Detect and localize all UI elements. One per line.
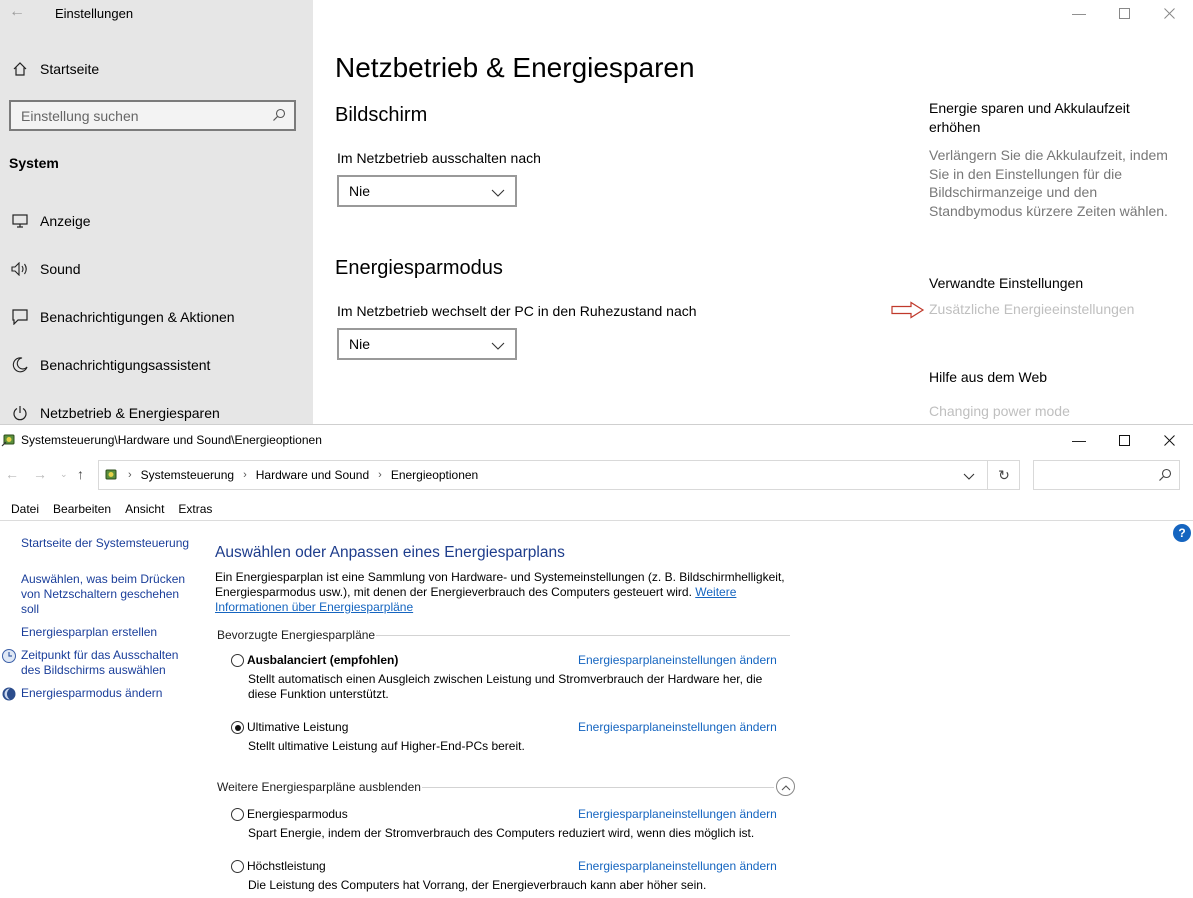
arrow-right-icon bbox=[891, 301, 925, 324]
window-title: Systemsteuerung\Hardware und Sound\Energieoptionen bbox=[21, 433, 322, 447]
dropdown-value: Nie bbox=[349, 336, 371, 352]
more-info-link[interactable]: Weitere Informationen über Energiesparpläne bbox=[215, 585, 737, 614]
power-options-icon bbox=[103, 467, 119, 483]
tip-text: Verlängern Sie die Akkulaufzeit, indem Sie in den Einstellungen für die Bildschirmanzeige und den Standbymodus kürzere Zeiten wählen. bbox=[929, 147, 1168, 219]
menu-bearbeiten[interactable]: Bearbeiten bbox=[53, 501, 112, 516]
sleep-label: Im Netzbetrieb wechselt der PC in den Ruhezustand nach bbox=[337, 303, 697, 319]
nav-label: Netzbetrieb & Energiesparen bbox=[40, 405, 220, 421]
dropdown-value: Nie bbox=[349, 183, 371, 199]
plan-name: Ultimative Leistung bbox=[247, 720, 349, 734]
page-title: Netzbetrieb & Energiesparen bbox=[335, 52, 695, 83]
cp-description-text: Ein Energiesparplan ist eine Sammlung von Hardware- und Systemeinstellungen (z. B. Bildschirmhelligkeit, Energiesparmodus usw.), mit denen der Energieverbrauch des Computers gesteuert wird. bbox=[215, 570, 785, 599]
plan-radio-high-performance[interactable] bbox=[231, 860, 244, 873]
cp-titlebar bbox=[0, 425, 1193, 456]
clock-monitor-icon bbox=[1, 648, 17, 669]
nav-home-label: Startseite bbox=[40, 61, 100, 77]
menu-extras[interactable]: Extras bbox=[178, 501, 213, 516]
minimize-button[interactable]: — bbox=[1072, 5, 1086, 21]
notification-icon bbox=[0, 309, 40, 325]
address-dropdown-icon[interactable] bbox=[963, 468, 975, 486]
moon-icon bbox=[0, 357, 40, 373]
settings-search-input[interactable] bbox=[9, 100, 296, 131]
nav-label: Benachrichtigungsassistent bbox=[40, 357, 211, 373]
sleep-section-title: Energiesparmodus bbox=[335, 257, 503, 279]
more-plans-title: Weitere Energiesparpläne ausblenden bbox=[217, 780, 421, 794]
nav-sound[interactable] bbox=[0, 249, 313, 289]
help-button[interactable]: ? bbox=[1173, 524, 1191, 542]
plan-settings-link[interactable]: Energiesparplaneinstellungen ändern bbox=[578, 653, 777, 667]
search-icon bbox=[272, 108, 286, 125]
maximize-button[interactable] bbox=[1113, 431, 1135, 449]
preferred-plans-title: Bevorzugte Energiesparpläne bbox=[217, 628, 376, 642]
plan-name: Ausbalanciert (empfohlen) bbox=[247, 653, 399, 667]
breadcrumb-energieoptionen[interactable]: Energieoptionen bbox=[390, 468, 479, 482]
plan-name: Energiesparmodus bbox=[247, 807, 348, 821]
chevron-up-icon bbox=[781, 778, 791, 796]
monitor-icon bbox=[0, 214, 40, 228]
related-title: Verwandte Einstellungen bbox=[929, 275, 1084, 291]
screen-section-title: Bildschirm bbox=[335, 104, 428, 126]
up-icon[interactable]: ↑ bbox=[77, 466, 84, 482]
nav-label: Benachrichtigungen & Aktionen bbox=[40, 309, 235, 325]
nav-anzeige[interactable] bbox=[0, 201, 313, 241]
breadcrumb-hardware-sound[interactable]: Hardware und Sound bbox=[255, 468, 370, 482]
breadcrumb-separator-icon: › bbox=[128, 469, 132, 481]
close-button[interactable] bbox=[1158, 431, 1180, 449]
home-icon bbox=[0, 61, 40, 77]
back-icon[interactable]: ← bbox=[5, 466, 19, 482]
power-options-icon bbox=[1, 432, 17, 453]
link-sleep-change[interactable]: Energiesparmodus ändern bbox=[21, 686, 163, 700]
help-title: Hilfe aus dem Web bbox=[929, 369, 1048, 385]
plan-desc: Spart Energie, indem der Stromverbrauch des Computers reduziert wird, wenn dies möglich ist. bbox=[248, 826, 755, 840]
menu-datei[interactable]: Datei bbox=[11, 501, 40, 516]
nav-label: Sound bbox=[40, 261, 81, 277]
address-row bbox=[0, 460, 1193, 492]
plan-radio-ultimate[interactable] bbox=[231, 721, 244, 734]
speaker-icon bbox=[0, 262, 40, 276]
breadcrumb-systemsteuerung[interactable]: Systemsteuerung bbox=[140, 468, 235, 482]
breadcrumb-separator-icon: › bbox=[378, 469, 382, 481]
settings-main bbox=[313, 0, 1193, 424]
plan-settings-link[interactable]: Energiesparplaneinstellungen ändern bbox=[578, 807, 777, 821]
nav-label: Anzeige bbox=[40, 213, 91, 229]
nav-home[interactable] bbox=[0, 49, 313, 89]
help-link[interactable]: Changing power mode bbox=[929, 403, 1070, 419]
section-label: System bbox=[9, 155, 59, 171]
recent-dropdown-icon[interactable]: ⌄ bbox=[60, 469, 68, 479]
plan-desc: Die Leistung des Computers hat Vorrang, der Energieverbrauch kann aber höher sein. bbox=[248, 878, 707, 892]
cp-search-input[interactable] bbox=[1033, 460, 1180, 490]
screen-off-dropdown[interactable] bbox=[337, 175, 517, 207]
back-arrow-icon[interactable]: ← bbox=[9, 3, 25, 20]
chevron-down-icon bbox=[491, 338, 505, 354]
link-create-plan[interactable]: Energiesparplan erstellen bbox=[21, 625, 158, 639]
menu-ansicht[interactable]: Ansicht bbox=[125, 501, 165, 516]
plan-name: Höchstleistung bbox=[247, 859, 326, 873]
plan-settings-link[interactable]: Energiesparplaneinstellungen ändern bbox=[578, 720, 777, 734]
tip-title: Energie sparen und Akkulaufzeit erhöhen bbox=[929, 100, 1130, 135]
search-placeholder: Einstellung suchen bbox=[21, 107, 139, 124]
address-bar[interactable] bbox=[98, 460, 1020, 490]
screen-off-label: Im Netzbetrieb ausschalten nach bbox=[337, 150, 541, 166]
plan-settings-link[interactable]: Energiesparplaneinstellungen ändern bbox=[578, 859, 777, 873]
divider bbox=[422, 787, 774, 788]
link-display-off[interactable]: Zeitpunkt für das Ausschalten des Bildschirms auswählen bbox=[21, 648, 179, 677]
settings-window bbox=[0, 0, 1193, 424]
control-panel-window bbox=[0, 424, 1193, 898]
cp-description bbox=[215, 570, 795, 615]
nav-focus-assist[interactable] bbox=[0, 345, 313, 385]
breadcrumb-separator-icon: › bbox=[243, 469, 247, 481]
chevron-down-icon bbox=[491, 185, 505, 201]
moon-globe-icon bbox=[1, 686, 17, 707]
additional-power-settings-link[interactable]: Zusätzliche Energieeinstellungen bbox=[929, 301, 1135, 317]
plan-radio-saver[interactable] bbox=[231, 808, 244, 821]
settings-sidebar bbox=[0, 0, 313, 424]
app-title: Einstellungen bbox=[55, 6, 134, 21]
divider bbox=[376, 635, 790, 636]
collapse-button[interactable] bbox=[776, 777, 795, 796]
plan-desc: Stellt automatisch einen Ausgleich zwischen Leistung und Stromverbrauch der Hardware her, die diese Funktion unterstützt. bbox=[248, 672, 763, 701]
menu-bar bbox=[0, 497, 1193, 521]
link-control-panel-home[interactable]: Startseite der Systemsteuerung bbox=[21, 536, 190, 550]
link-power-buttons[interactable]: Auswählen, was beim Drücken von Netzschaltern geschehen soll bbox=[21, 572, 186, 616]
minimize-button[interactable]: — bbox=[1072, 432, 1086, 448]
nav-power[interactable] bbox=[0, 393, 313, 424]
sleep-dropdown[interactable] bbox=[337, 328, 517, 360]
plan-desc: Stellt ultimative Leistung auf Higher-End-PCs bereit. bbox=[248, 739, 525, 753]
cp-heading: Auswählen oder Anpassen eines Energiesparplans bbox=[215, 544, 565, 561]
plan-radio-balanced[interactable] bbox=[231, 654, 244, 667]
search-icon bbox=[1158, 468, 1172, 487]
power-icon bbox=[0, 405, 40, 421]
refresh-icon[interactable]: ↻ bbox=[987, 460, 1020, 490]
forward-icon[interactable]: → bbox=[33, 466, 47, 482]
nav-notifications[interactable] bbox=[0, 297, 313, 337]
